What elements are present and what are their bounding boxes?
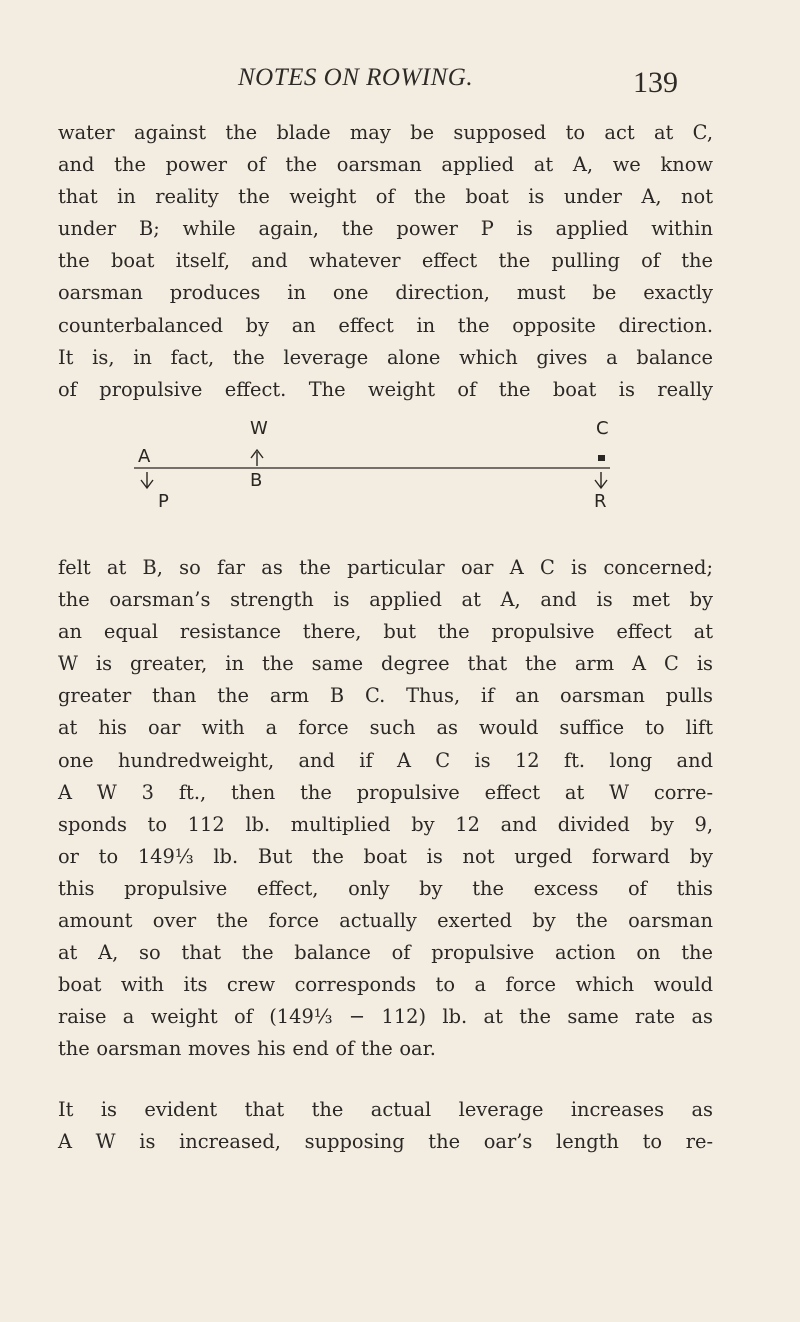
text-line: counterbalanced by an effect in the opposite direction.: [58, 313, 713, 337]
text-line: at his oar with a force such as would suffice to lift: [58, 716, 713, 740]
text-line: that in reality the weight of the boat is under A, not: [58, 185, 713, 209]
text-line: or to 149⅓ lb. But the boat is not urged forward by: [58, 844, 713, 868]
running-head: NOTES ON ROWING.: [238, 64, 474, 91]
label-r: R: [594, 491, 607, 512]
text-line: It is evident that the actual leverage increases as: [58, 1098, 713, 1121]
paragraph-2: [58, 552, 713, 1066]
text-line: an equal resistance there, but the propulsive effect at: [58, 620, 713, 644]
down-arrow-icon: [595, 472, 607, 488]
text-line: amount over the force actually exerted by the oarsman: [58, 909, 713, 933]
lever-diagram: [110, 400, 630, 550]
label-w: W: [250, 418, 268, 439]
page-number: 139: [633, 66, 678, 99]
text-line: under B; while again, the power P is applied within: [58, 217, 713, 241]
text-line: It is, in fact, the leverage alone which gives a balance: [58, 345, 713, 369]
text-line: this propulsive effect, only by the excess of this: [58, 876, 713, 900]
text-line: oarsman produces in one direction, must be exactly: [58, 281, 713, 305]
up-arrow-icon: [251, 450, 263, 466]
text-line: sponds to 112 lb. multiplied by 12 and divided by 9,: [58, 812, 713, 836]
text-line: raise a weight of (149⅓ − 112) lb. at the same rate as: [58, 1005, 713, 1029]
text-line: W is greater, in the same degree that the arm A C is: [58, 652, 713, 676]
text-line: one hundredweight, and if A C is 12 ft. long and: [58, 748, 713, 772]
text-line: the oarsman’s strength is applied at A, and is met by: [58, 588, 713, 612]
text-line: A W 3 ft., then the propulsive effect at W corre-: [58, 780, 713, 804]
text-line: boat with its crew corresponds to a force which would: [58, 973, 713, 997]
text-line: water against the blade may be supposed to act at C,: [58, 121, 713, 144]
label-a: A: [138, 446, 151, 467]
label-b: B: [250, 470, 263, 491]
paragraph-1: [58, 117, 713, 406]
lever-diagram-svg: [110, 400, 630, 550]
text-line: at A, so that the balance of propulsive action on the: [58, 941, 713, 965]
text-line: the boat itself, and whatever effect the pulling of the: [58, 249, 713, 273]
down-arrow-icon: [141, 472, 153, 488]
text-line: greater than the arm B C. Thus, if an oarsman pulls: [58, 684, 713, 708]
paragraph-3: [58, 1094, 713, 1158]
text-line: A W is increased, supposing the oar’s length to re-: [58, 1130, 713, 1154]
text-line: of propulsive effect. The weight of the boat is really: [58, 377, 713, 401]
label-p: P: [158, 491, 169, 512]
point-c-mark: [598, 455, 605, 461]
label-c: C: [596, 418, 609, 439]
text-line: felt at B, so far as the particular oar A C is concerned;: [58, 556, 713, 579]
text-line: and the power of the oarsman applied at A, we know: [58, 153, 713, 177]
text-line: the oarsman moves his end of the oar.: [58, 1037, 436, 1061]
